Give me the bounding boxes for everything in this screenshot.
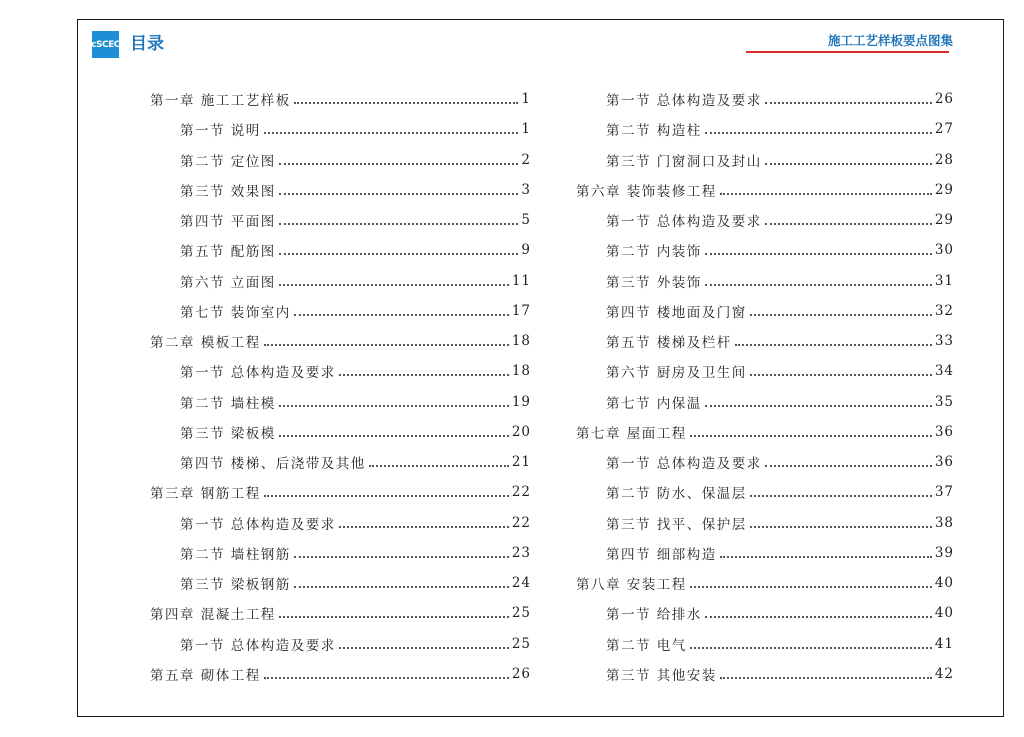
toc-entry-label: 第一节 总体构造及要求 bbox=[606, 93, 762, 110]
toc-page-number: 32 bbox=[934, 302, 954, 319]
dot-leader bbox=[294, 586, 509, 588]
toc-page-number: 1 bbox=[521, 91, 531, 108]
toc-section-entry[interactable] bbox=[576, 387, 954, 417]
toc-entry-label: 第四节 细部构造 bbox=[606, 546, 717, 563]
toc-page-number: 18 bbox=[511, 333, 531, 350]
toc-entry-label: 第一节 总体构造及要求 bbox=[180, 637, 336, 654]
toc-section-entry[interactable] bbox=[150, 175, 531, 205]
toc-entry-label: 第四节 楼梯、后浇带及其他 bbox=[180, 456, 366, 473]
toc-page-number: 5 bbox=[521, 212, 531, 229]
dot-leader bbox=[705, 405, 932, 407]
toc-page-number: 27 bbox=[934, 121, 954, 138]
toc-section-entry[interactable] bbox=[576, 598, 954, 628]
document-title: 施工工艺样板要点图集 bbox=[827, 33, 953, 48]
toc-section-entry[interactable] bbox=[576, 538, 954, 568]
toc-section-entry[interactable] bbox=[576, 447, 954, 477]
dot-leader bbox=[690, 647, 932, 649]
toc-page-number: 38 bbox=[934, 514, 954, 531]
dot-leader bbox=[264, 677, 509, 679]
toc-chapter-entry[interactable] bbox=[576, 568, 954, 598]
toc-entry-label: 第五节 楼梯及栏杆 bbox=[606, 335, 732, 352]
dot-leader bbox=[720, 677, 932, 679]
toc-page-number: 31 bbox=[934, 272, 954, 289]
dot-leader bbox=[765, 163, 932, 165]
toc-chapter-entry[interactable] bbox=[150, 84, 531, 114]
toc-page-number: 29 bbox=[934, 212, 954, 229]
dot-leader bbox=[264, 132, 519, 134]
toc-page-number: 35 bbox=[934, 393, 954, 410]
dot-leader bbox=[279, 253, 519, 255]
toc-entry-label: 第二节 墙柱钢筋 bbox=[180, 546, 291, 563]
toc-page-number: 18 bbox=[511, 363, 531, 380]
toc-section-entry[interactable] bbox=[150, 145, 531, 175]
toc-section-entry[interactable] bbox=[150, 508, 531, 538]
toc-section-entry[interactable] bbox=[150, 629, 531, 659]
toc-page-number: 28 bbox=[934, 151, 954, 168]
toc-entry-label: 第一节 总体构造及要求 bbox=[180, 516, 336, 533]
toc-entry-label: 第五节 配筋图 bbox=[180, 244, 276, 261]
toc-page-number: 30 bbox=[934, 242, 954, 259]
toc-entry-label: 第二节 防水、保温层 bbox=[606, 486, 747, 503]
dot-leader bbox=[339, 647, 509, 649]
toc-entry-label: 第三节 效果图 bbox=[180, 183, 276, 200]
toc-page-number: 41 bbox=[934, 635, 954, 652]
toc-entry-label: 第三节 找平、保护层 bbox=[606, 516, 747, 533]
toc-entry-label: 第六章 装饰装修工程 bbox=[576, 183, 717, 200]
dot-leader bbox=[279, 193, 519, 195]
toc-page-number: 36 bbox=[934, 423, 954, 440]
toc-entry-label: 第四节 楼地面及门窗 bbox=[606, 304, 747, 321]
toc-section-entry[interactable] bbox=[150, 205, 531, 235]
toc-entry-label: 第一节 总体构造及要求 bbox=[180, 365, 336, 382]
toc-page-number: 19 bbox=[511, 393, 531, 410]
toc-page-number: 3 bbox=[521, 181, 531, 198]
toc-page-number: 11 bbox=[511, 272, 531, 289]
toc-entry-label: 第一节 总体构造及要求 bbox=[606, 214, 762, 231]
toc-page-number: 33 bbox=[934, 333, 954, 350]
toc-entry-label: 第一节 总体构造及要求 bbox=[606, 456, 762, 473]
toc-page-number: 29 bbox=[934, 181, 954, 198]
toc-section-entry[interactable] bbox=[576, 145, 954, 175]
dot-leader bbox=[294, 556, 509, 558]
toc-page-number: 34 bbox=[934, 363, 954, 380]
toc-entry-label: 第一节 给排水 bbox=[606, 607, 702, 624]
toc-entry-label: 第三节 外装饰 bbox=[606, 274, 702, 291]
toc-entry-label: 第二节 电气 bbox=[606, 637, 687, 654]
toc-entry-label: 第四章 混凝土工程 bbox=[150, 607, 276, 624]
dot-leader bbox=[339, 374, 509, 376]
toc-entry-label: 第七节 装饰室内 bbox=[180, 304, 291, 321]
toc-section-entry[interactable] bbox=[150, 568, 531, 598]
toc-page-number: 40 bbox=[934, 575, 954, 592]
toc-section-entry[interactable] bbox=[150, 114, 531, 144]
toc-chapter-entry[interactable] bbox=[150, 326, 531, 356]
dot-leader bbox=[369, 465, 509, 467]
dot-leader bbox=[750, 495, 932, 497]
dot-leader bbox=[294, 314, 509, 316]
dot-leader bbox=[705, 616, 932, 618]
page-title: 目录 bbox=[130, 34, 164, 54]
dot-leader bbox=[735, 344, 932, 346]
dot-leader bbox=[279, 223, 519, 225]
toc-entry-label: 第二节 内装饰 bbox=[606, 244, 702, 261]
dot-leader bbox=[690, 586, 932, 588]
toc-page-number: 25 bbox=[511, 605, 531, 622]
toc-entry-label: 第二节 定位图 bbox=[180, 153, 276, 170]
dot-leader bbox=[720, 556, 932, 558]
toc-section-entry[interactable] bbox=[576, 356, 954, 386]
toc-entry-label: 第七章 屋面工程 bbox=[576, 425, 687, 442]
toc-section-entry[interactable] bbox=[576, 508, 954, 538]
dot-leader bbox=[294, 102, 519, 104]
dot-leader bbox=[705, 253, 932, 255]
toc-entry-label: 第四节 平面图 bbox=[180, 214, 276, 231]
toc-entry-label: 第二章 模板工程 bbox=[150, 335, 261, 352]
dot-leader bbox=[720, 193, 932, 195]
dot-leader bbox=[279, 405, 509, 407]
toc-page-number: 37 bbox=[934, 484, 954, 501]
toc-entry-label: 第一章 施工工艺样板 bbox=[150, 93, 291, 110]
toc-section-entry[interactable] bbox=[576, 235, 954, 265]
toc-section-entry[interactable] bbox=[576, 629, 954, 659]
toc-section-entry[interactable] bbox=[576, 84, 954, 114]
toc-section-entry[interactable] bbox=[576, 205, 954, 235]
toc-section-entry[interactable] bbox=[576, 296, 954, 326]
toc-section-entry[interactable] bbox=[150, 296, 531, 326]
toc-section-entry[interactable] bbox=[150, 356, 531, 386]
dot-leader bbox=[339, 526, 509, 528]
dot-leader bbox=[279, 616, 509, 618]
toc-column-right bbox=[576, 84, 954, 689]
toc-entry-label: 第六节 立面图 bbox=[180, 274, 276, 291]
dot-leader bbox=[705, 284, 932, 286]
dot-leader bbox=[264, 344, 509, 346]
dot-leader bbox=[750, 374, 932, 376]
toc-section-entry[interactable] bbox=[150, 235, 531, 265]
toc-entry-label: 第三节 其他安装 bbox=[606, 667, 717, 684]
dot-leader bbox=[705, 132, 932, 134]
toc-page-number: 26 bbox=[934, 91, 954, 108]
toc-page-number: 2 bbox=[521, 151, 531, 168]
company-logo: cSCEC bbox=[92, 31, 119, 58]
toc-section-entry[interactable] bbox=[150, 538, 531, 568]
toc-page-number: 17 bbox=[511, 302, 531, 319]
toc-entry-label: 第二节 构造柱 bbox=[606, 123, 702, 140]
dot-leader bbox=[750, 314, 932, 316]
toc-section-entry[interactable] bbox=[150, 387, 531, 417]
toc-chapter-entry[interactable] bbox=[576, 417, 954, 447]
toc-page-number: 24 bbox=[511, 575, 531, 592]
toc-entry-label: 第三章 钢筋工程 bbox=[150, 486, 261, 503]
toc-chapter-entry[interactable] bbox=[150, 598, 531, 628]
dot-leader bbox=[765, 102, 932, 104]
dot-leader bbox=[279, 163, 519, 165]
header-rule bbox=[746, 51, 949, 53]
toc-page-number: 20 bbox=[511, 423, 531, 440]
toc-section-entry[interactable] bbox=[150, 417, 531, 447]
toc-entry-label: 第三节 梁板模 bbox=[180, 425, 276, 442]
toc-chapter-entry[interactable] bbox=[150, 659, 531, 689]
toc-page-number: 42 bbox=[934, 665, 954, 682]
toc-section-entry[interactable] bbox=[576, 114, 954, 144]
toc-entry-label: 第三节 梁板钢筋 bbox=[180, 577, 291, 594]
toc-section-entry[interactable] bbox=[576, 477, 954, 507]
toc-section-entry[interactable] bbox=[576, 326, 954, 356]
page-frame bbox=[77, 19, 1004, 717]
dot-leader bbox=[765, 223, 932, 225]
toc-page-number: 22 bbox=[511, 514, 531, 531]
toc-entry-label: 第一节 说明 bbox=[180, 123, 261, 140]
toc-page-number: 36 bbox=[934, 454, 954, 471]
toc-section-entry[interactable] bbox=[576, 659, 954, 689]
toc-entry-label: 第二节 墙柱模 bbox=[180, 395, 276, 412]
dot-leader bbox=[750, 526, 932, 528]
toc-page-number: 9 bbox=[521, 242, 531, 259]
toc-entry-label: 第六节 厨房及卫生间 bbox=[606, 365, 747, 382]
toc-section-entry[interactable] bbox=[150, 266, 531, 296]
toc-page-number: 21 bbox=[511, 454, 531, 471]
toc-entry-label: 第八章 安装工程 bbox=[576, 577, 687, 594]
dot-leader bbox=[279, 435, 509, 437]
toc-page-number: 39 bbox=[934, 544, 954, 561]
dot-leader bbox=[690, 435, 932, 437]
toc-section-entry[interactable] bbox=[576, 266, 954, 296]
toc-entry-label: 第三节 门窗洞口及封山 bbox=[606, 153, 762, 170]
toc-page-number: 26 bbox=[511, 665, 531, 682]
toc-chapter-entry[interactable] bbox=[150, 477, 531, 507]
toc-section-entry[interactable] bbox=[150, 447, 531, 477]
toc-page-number: 1 bbox=[521, 121, 531, 138]
toc-column-left bbox=[150, 84, 531, 689]
toc-page-number: 22 bbox=[511, 484, 531, 501]
dot-leader bbox=[264, 495, 509, 497]
toc-entry-label: 第七节 内保温 bbox=[606, 395, 702, 412]
dot-leader bbox=[765, 465, 932, 467]
toc-page-number: 23 bbox=[511, 544, 531, 561]
dot-leader bbox=[279, 284, 509, 286]
toc-entry-label: 第五章 砌体工程 bbox=[150, 667, 261, 684]
toc-page-number: 25 bbox=[511, 635, 531, 652]
toc-chapter-entry[interactable] bbox=[576, 175, 954, 205]
toc-page-number: 40 bbox=[934, 605, 954, 622]
